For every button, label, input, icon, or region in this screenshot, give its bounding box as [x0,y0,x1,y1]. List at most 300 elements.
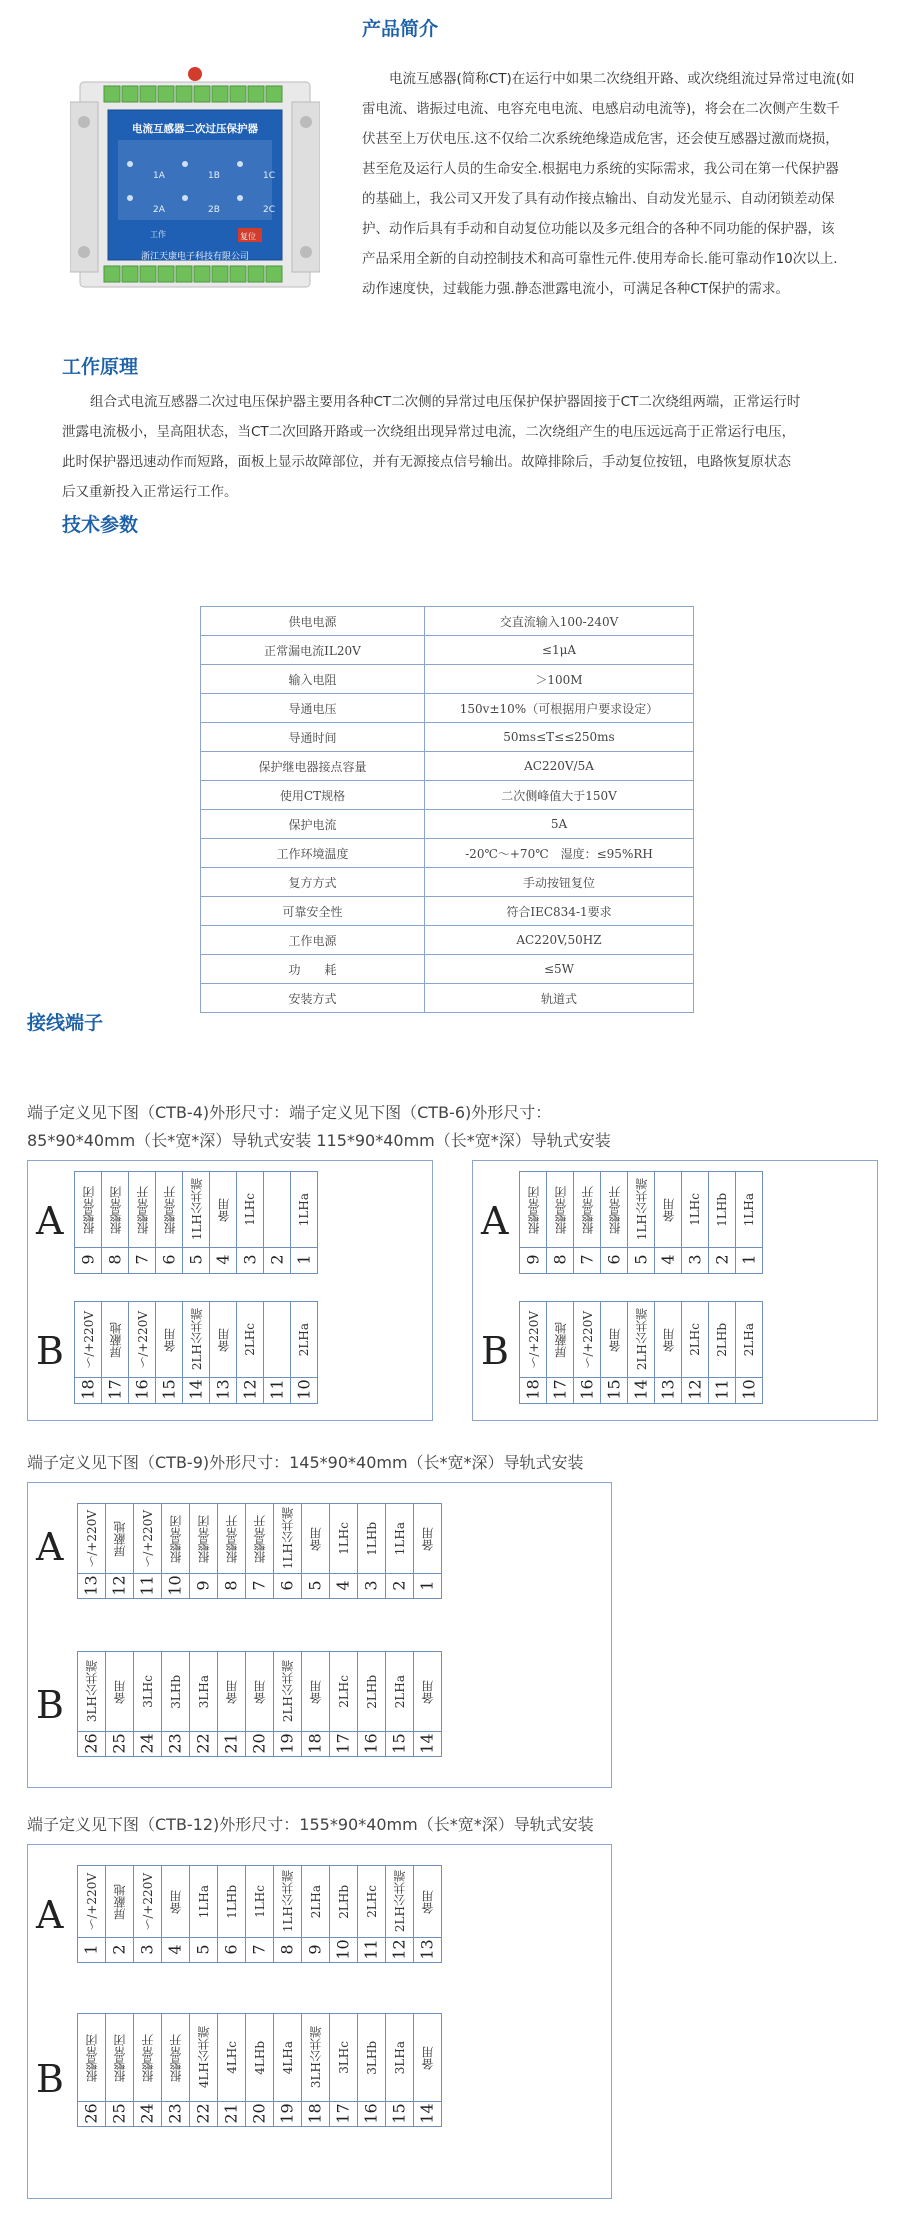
spec-value: AC220V,50HZ [425,926,694,955]
terminal-cell [161,2013,190,2127]
terminal-cell [189,2013,218,2127]
terminal-label: 备用 [216,1327,231,1352]
terminal-label: 3LH公共端 [309,2026,323,2089]
terminal-number: 23 [165,2102,185,2124]
terminal-label: 1LH公共端 [281,1870,295,1933]
terminal-label: 2LH公共端 [634,1308,649,1371]
terminal-cell [413,1865,442,1963]
spec-row [201,781,694,810]
terminal-cell [105,2013,134,2127]
spec-key: 复方方式 [201,868,425,897]
terminal-cell [681,1301,709,1404]
terminal-label: 报警常闭 [113,2033,127,2082]
caption-ctb12: 端子定义见下图（CTB-12)外形尺寸：155*90*40mm（长*宽*深）导轨式安装 [27,1815,594,1834]
ctb6-row-label-a: A [481,1199,509,1243]
terminal-cell [133,1865,162,1963]
terminal-number: 15 [604,1379,624,1400]
terminal-label: 4LHb [252,2040,267,2075]
terminal-label: ～/+220V [580,1310,595,1369]
device-label-1b: 1B [208,171,220,181]
terminal-label: 1LHc [336,1522,351,1555]
ctb4-row-label-b: B [36,1329,64,1373]
terminal-cell [209,1301,237,1404]
terminal-cell [105,1865,134,1963]
terminal-label: 2LHc [688,1323,702,1356]
ctb4-row-a [75,1171,318,1274]
terminal-number: 26 [81,1732,101,1754]
terminal-cell [519,1171,547,1274]
terminal-label: 报警常闭 [526,1185,541,1234]
terminal-cell [155,1301,183,1404]
terminal-label: 报警常开 [225,1514,239,1563]
terminal-label: ～/+220V [81,1310,96,1369]
spec-row [201,839,694,868]
terminal-cell [128,1171,156,1274]
terminal-number: 25 [109,1732,129,1754]
spec-key: 工作环境温度 [201,839,425,868]
terminal-number: 8 [550,1254,570,1265]
terminal-label: 2LHa [742,1322,756,1357]
device-maker: 浙江天康电子科技有限公司 [140,252,249,262]
terminal-cell [329,1865,358,1963]
terminal-label: 报警常开 [162,1185,177,1234]
terminal-cell [245,1651,274,1757]
spec-key: 保护继电器接点容量 [201,752,425,781]
ctb12-box [27,1844,612,2199]
terminal-cell [627,1171,655,1274]
terminal-number: 16 [361,2102,381,2124]
terminal-cell [413,2013,442,2127]
terminal-label: 屏蔽地 [108,1321,123,1358]
spec-key: 供电电源 [201,607,425,636]
terminal-cell [385,1503,414,1599]
terminal-number: 22 [193,1732,213,1754]
spec-row [201,694,694,723]
terminal-cell [217,1865,246,1963]
device-label-2a: 2A [153,205,165,215]
terminal-cell [654,1171,682,1274]
terminal-number: 12 [685,1379,705,1400]
terminal-cell [217,1503,246,1599]
spec-value: 二次侧峰值大于150V [425,781,694,810]
terminal-label: 1LHa [392,1521,407,1556]
terminal-cell [357,1503,386,1599]
terminal-cell [735,1301,763,1404]
ctb12-row-b [78,2013,442,2127]
spec-row [201,984,694,1013]
terminal-label: 1LHc [252,1885,267,1918]
terminal-cell [735,1171,763,1274]
terminal-label: 报警常开 [607,1185,622,1234]
spec-row [201,752,694,781]
intro-title: 产品简介 [362,18,439,40]
spec-key: 安装方式 [201,984,425,1013]
terminal-cell [101,1301,129,1404]
terminal-cell [273,2013,302,2127]
terminal-cell [189,1503,218,1599]
terminal-cell [290,1171,318,1274]
terminal-number: 6 [222,1943,241,1955]
terminal-cell [708,1301,736,1404]
terminal-number: 9 [78,1254,98,1265]
terminal-number: 18 [305,1732,325,1754]
terminal-cell [329,1503,358,1599]
ctb9-box [27,1482,612,1788]
terminal-number: 4 [658,1254,678,1265]
terminal-number: 10 [739,1379,759,1400]
ctb9-row-label-b: B [36,1683,64,1727]
terminal-label: 1LHb [224,1884,239,1919]
terminal-label: 2LH公共端 [189,1308,204,1371]
terminal-number: 12 [109,1574,129,1596]
principle-title: 工作原理 [62,356,139,378]
terminal-number: 7 [132,1254,152,1265]
terminal-label: 备用 [216,1197,231,1222]
terminal-label: 4LHc [224,2041,239,2074]
terminal-label: 屏蔽地 [553,1321,568,1358]
terminal-number: 2 [267,1254,287,1265]
terminal-label: 报警常开 [141,2033,155,2082]
terminal-number: 15 [159,1379,179,1400]
terminal-cell [708,1171,736,1274]
terminal-number: 4 [166,1943,185,1955]
caption-ctb4-6-line2: 85*90*40mm（长*宽*深）导轨式安装 115*90*40mm（长*宽*深）导轨式安装 [27,1131,611,1150]
terminal-cell [77,2013,106,2127]
terminal-cell [573,1301,601,1404]
terminal-cell [236,1171,264,1274]
terminal-number: 15 [389,1732,409,1754]
device-work-label: 工作 [150,230,166,239]
ctb12-row-a [78,1865,442,1963]
terminal-label: ～/+220V [141,1872,155,1931]
terminal-number: 5 [631,1254,651,1265]
terminal-number: 16 [132,1379,152,1400]
terminal-cell [546,1171,574,1274]
terminal-cell [74,1171,102,1274]
terminal-number: 3 [362,1579,381,1591]
terminal-number: 8 [222,1579,241,1591]
spec-value: 50ms≤T≤≤250ms [425,723,694,752]
spec-row [201,868,694,897]
terminal-number: 4 [213,1254,233,1265]
spec-row [201,955,694,984]
terminal-label: 备用 [661,1197,676,1222]
terminal-label: ～/+220V [141,1509,155,1568]
terminal-cell [357,2013,386,2127]
terminal-number: 13 [417,1938,437,1960]
terminal-cell [546,1301,574,1404]
terminal-cell [519,1301,547,1404]
terminal-label: 3LHa [392,2040,407,2075]
terminal-label: 报警常开 [580,1185,595,1234]
caption-ctb4-6-line1: 端子定义见下图（CTB-4)外形尺寸：端子定义见下图（CTB-6)外形尺寸： [27,1103,552,1122]
spec-value: -20℃～+70℃ 湿度：≤95%RH [425,839,694,868]
terminal-label: 2LHb [336,1884,351,1919]
terminal-cell [600,1171,628,1274]
terminal-cell [263,1301,291,1404]
terminal-label: 3LHa [196,1674,211,1709]
terminal-number: 5 [186,1254,206,1265]
terminal-cell [74,1301,102,1404]
ctb12-row-label-b: B [36,2057,64,2101]
terminal-cell [413,1503,442,1599]
terminal-cell [128,1301,156,1404]
terminal-cell [245,2013,274,2127]
terminal-cell [357,1651,386,1757]
terminal-label: 屏蔽地 [113,1520,127,1557]
terminal-label: 备用 [162,1327,177,1352]
terminal-label: 2LHc [364,1885,379,1918]
terminal-number: 11 [712,1379,732,1400]
ctb9-row-label-a: A [36,1525,64,1569]
terminal-number: 10 [294,1379,314,1400]
spec-value: AC220V/5A [425,752,694,781]
terminal-number: 1 [418,1579,437,1591]
terminal-number: 14 [186,1379,206,1400]
terminal-label: 备用 [113,1679,127,1704]
ctb6-row-a [520,1171,763,1274]
terminal-label: 备用 [253,1679,267,1704]
spec-key: 正常漏电流IL20V [201,636,425,665]
terminal-cell [301,1651,330,1757]
terminal-number: 17 [105,1379,125,1400]
terminal-label: 2LHc [243,1323,257,1356]
terminal-number: 10 [165,1574,185,1596]
terminal-cell [133,1503,162,1599]
terminal-label: 报警常闭 [85,2033,99,2082]
terminal-number: 18 [78,1379,98,1400]
terminal-cell [182,1301,210,1404]
ctb4-row-b [75,1301,318,1404]
terminal-label: 报警常闭 [197,1514,211,1563]
spec-row [201,897,694,926]
terminal-cell [101,1171,129,1274]
terminal-number: 17 [333,1732,353,1754]
terminal-label: 4LH公共端 [197,2026,211,2089]
terminal-number: 24 [137,2102,157,2124]
terminal-cell [217,1651,246,1757]
terminal-number: 12 [240,1379,260,1400]
terminal-number: 9 [194,1579,213,1591]
terminal-number: 14 [631,1379,651,1400]
terminal-label: 3LH公共端 [85,1660,99,1723]
terminal-number: 13 [213,1379,233,1400]
ctb6-box [472,1160,878,1421]
terminal-label: 备用 [661,1327,676,1352]
terminal-label: 2LH公共端 [281,1660,295,1723]
terminal-cell [573,1171,601,1274]
ctb6-row-b [520,1301,763,1404]
ctb4-row-label-a: A [36,1199,64,1243]
terminal-number: 6 [278,1579,297,1591]
terminal-number: 17 [333,2102,353,2124]
terminal-number: 13 [81,1574,101,1596]
terminal-number: 8 [105,1254,125,1265]
terminal-label: 备用 [169,1889,183,1914]
spec-value: ＞100M [425,665,694,694]
terminal-label: 1LHa [196,1884,211,1919]
terminal-number: 20 [249,2102,269,2124]
terminal-number: 15 [389,2102,409,2124]
spec-row [201,810,694,839]
ctb9-row-b [78,1651,442,1757]
terminal-number: 4 [334,1579,353,1591]
terminal-cell [385,1865,414,1963]
terminal-label: 1LH公共端 [634,1178,649,1241]
terminal-label: 报警常开 [169,2033,183,2082]
terminal-label: 备用 [607,1327,622,1352]
terminal-cell [273,1865,302,1963]
spec-value: 轨道式 [425,984,694,1013]
terminal-number: 3 [685,1254,705,1265]
device-label-2c: 2C [263,205,276,215]
terminal-label: 备用 [421,1679,435,1704]
terminal-cell [77,1503,106,1599]
terminal-cell [105,1651,134,1757]
terminal-label: 报警常开 [135,1185,150,1234]
terminal-cell [182,1171,210,1274]
terminal-label: 备用 [421,2045,435,2070]
terminal-label: ～/+220V [85,1872,99,1931]
terminal-cell [161,1503,190,1599]
terminal-number: 21 [221,1732,241,1754]
terminal-number: 11 [361,1938,381,1960]
terminal-cell [245,1503,274,1599]
caption-ctb9: 端子定义见下图（CTB-9)外形尺寸：145*90*40mm（长*宽*深）导轨式安装 [27,1453,584,1472]
terminal-number: 1 [82,1943,101,1955]
spec-key: 可靠安全性 [201,897,425,926]
terminal-cell [161,1865,190,1963]
terminal-cell [189,1651,218,1757]
spec-value: 150v±10%（可根据用户要求设定） [425,694,694,723]
terminal-label: 2LHc [336,1675,351,1708]
spec-value: 5A [425,810,694,839]
terminal-label: 1LHa [742,1192,756,1227]
terminal-number: 17 [550,1379,570,1400]
terminal-number: 16 [577,1379,597,1400]
specs-title: 技术参数 [62,514,139,536]
terminal-number: 2 [110,1943,129,1955]
terminal-number: 2 [390,1579,409,1591]
terminal-number: 7 [250,1943,269,1955]
terminal-cell [105,1503,134,1599]
terminal-cell [329,1651,358,1757]
terminal-cell [654,1301,682,1404]
terminal-number: 21 [221,2102,241,2124]
terminal-number: 7 [250,1579,269,1591]
terminal-number: 14 [417,2102,437,2124]
terminal-label: 2LHa [297,1322,311,1357]
terminal-label: 2LHa [308,1884,323,1919]
terminal-cell [133,2013,162,2127]
ctb4-box [27,1160,433,1421]
terminal-label: 报警常开 [253,1514,267,1563]
terminal-number: 10 [333,1938,353,1960]
terminal-label: 报警常闭 [108,1185,123,1234]
terminal-label: 2LHb [364,1674,379,1709]
terminal-label: 2LHa [392,1674,407,1709]
terminal-number: 5 [306,1579,325,1591]
terminal-label: 1LHb [715,1192,729,1227]
spec-row [201,926,694,955]
terminal-number: 20 [249,1732,269,1754]
terminal-cell [301,1503,330,1599]
terminal-cell [133,1651,162,1757]
terminals-title: 接线端子 [27,1012,104,1034]
terminal-label: 报警常闭 [169,1514,183,1563]
terminal-cell [413,1651,442,1757]
terminal-cell [600,1301,628,1404]
spec-value: ≤5W [425,955,694,984]
device-label-1a: 1A [153,171,165,181]
terminal-label: 4LHa [280,2040,295,2075]
terminal-cell [385,2013,414,2127]
spec-key: 工作电源 [201,926,425,955]
terminal-number: 22 [193,2102,213,2124]
spec-row [201,636,694,665]
terminal-number: 3 [240,1254,260,1265]
ctb6-row-label-b: B [481,1329,509,1373]
terminal-label: 1LHc [688,1193,702,1226]
terminal-cell [681,1171,709,1274]
terminal-label: 2LHb [715,1322,729,1357]
terminal-cell [273,1503,302,1599]
terminal-label: 2LH公共端 [393,1870,407,1933]
spec-value: 符合IEC834-1要求 [425,897,694,926]
terminal-cell [189,1865,218,1963]
terminal-cell [301,2013,330,2127]
spec-key: 输入电阻 [201,665,425,694]
terminal-label: 3LHc [140,1675,155,1708]
ctb9-row-a [78,1503,442,1599]
terminal-label: 1LHb [364,1521,379,1556]
terminal-number: 19 [277,1732,297,1754]
terminal-number: 11 [137,1574,157,1596]
terminal-cell [236,1301,264,1404]
terminal-cell [329,2013,358,2127]
terminal-cell [217,2013,246,2127]
spec-key: 使用CT规格 [201,781,425,810]
spec-table [200,606,694,1013]
ctb12-row-label-a: A [36,1893,64,1937]
terminal-number: 25 [109,2102,129,2124]
terminal-cell [245,1865,274,1963]
terminal-number: 19 [277,2102,297,2124]
terminal-cell [77,1651,106,1757]
terminal-number: 18 [305,2102,325,2124]
spec-row [201,607,694,636]
terminal-label: 1LH公共端 [189,1178,204,1241]
terminal-cell [273,1651,302,1757]
principle-text: 组合式电流互感器二次过电压保护器主要用各种CT二次侧的异常过电压保护保护器固接于CT二次绕组两端，正常运行时 泄露电流极小，呈高阻状态，当CT二次回路开路或一次绕组出现异常过电流，二次绕组产生的电压远远高于正常运行电压， 此时保护器迅速动作而短路，面板上显示故障部位，并有无源接点信号输出。故障排除后，手动复位按钮，电路恢复原状态 后又重新投入正常运行工作。 [62,394,801,500]
spec-key: 保护电流 [201,810,425,839]
terminal-label: 3LHb [364,2040,379,2075]
terminal-label: 报警常闭 [553,1185,568,1234]
terminal-label: 备用 [309,1679,323,1704]
spec-key: 导通时间 [201,723,425,752]
spec-value: 手动按钮复位 [425,868,694,897]
terminal-label: 备用 [309,1526,323,1551]
terminal-label: 3LHc [336,2041,351,2074]
terminal-cell [290,1301,318,1404]
device-reset-label: 复位 [240,232,256,241]
terminal-number: 24 [137,1732,157,1754]
terminal-cell [627,1301,655,1404]
terminal-cell [209,1171,237,1274]
device-label-1c: 1C [263,171,276,181]
terminal-cell [357,1865,386,1963]
terminal-label: ～/+220V [135,1310,150,1369]
